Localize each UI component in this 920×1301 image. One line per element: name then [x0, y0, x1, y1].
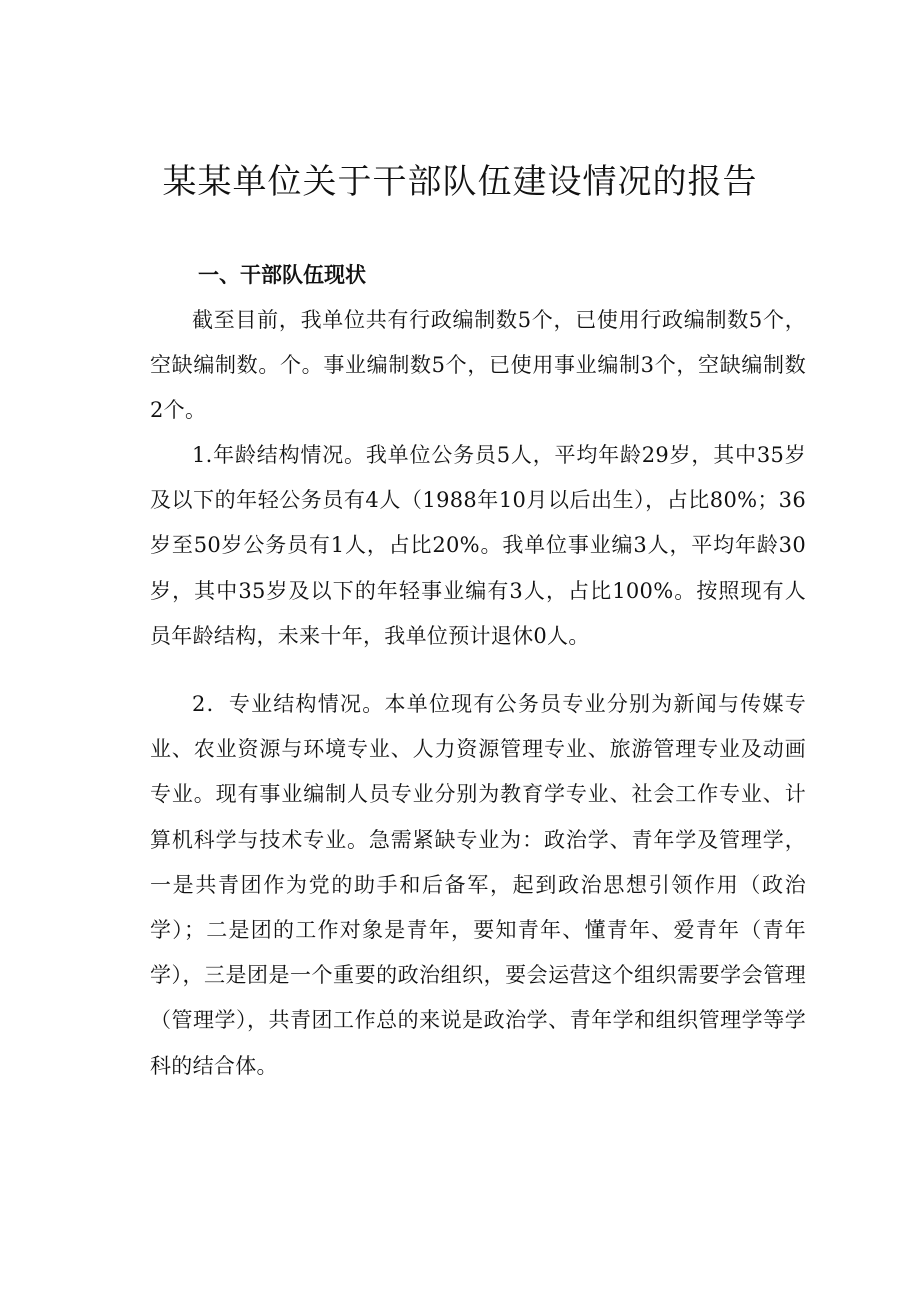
paragraph-staffing: 截至目前，我单位共有行政编制数5个，已使用行政编制数5个，空缺编制数。个。事业编制数5个，已使用事业编制3个，空缺编制数2个。 [150, 308, 806, 423]
paragraph-major-structure: 2．专业结构情况。本单位现有公务员专业分别为新闻与传媒专业、农业资源与环境专业、人力资源管理专业、旅游管理专业及动画专业。现有事业编制人员专业分别为教育学专业、社会工作专业、计算机科学与技术专业。急需紧缺专业为：政治学、青年学及管理学，一是共青团作为党的助手和后备军，起到政治思想引领作用（政治学）；二是团的工作对象是青年，要知青年、懂青年、爱青年（青年学），三是团是一个重要的政治组织，要会运营这个组织需要学会管理（管理学），共青团工作总的来说是政治学、青年学和组织管理学等学科的结合体。 [150, 692, 806, 1078]
section-heading: 一、干部队伍现状 [198, 263, 366, 287]
document-title: 某某单位关于干部队伍建设情况的报告 [162, 162, 758, 202]
paragraph-age-structure: 1.年龄结构情况。我单位公务员5人，平均年龄29岁，其中35岁及以下的年轻公务员有4人（1988年10月以后出生），占比80%；36岁至50岁公务员有1人，占比20%。我单位事业编3人，平均年龄30岁，其中35岁及以下的年轻事业编有3人，占比100%。按照现有人员年龄结构，未来十年，我单位预计退休0人。 [150, 443, 806, 648]
